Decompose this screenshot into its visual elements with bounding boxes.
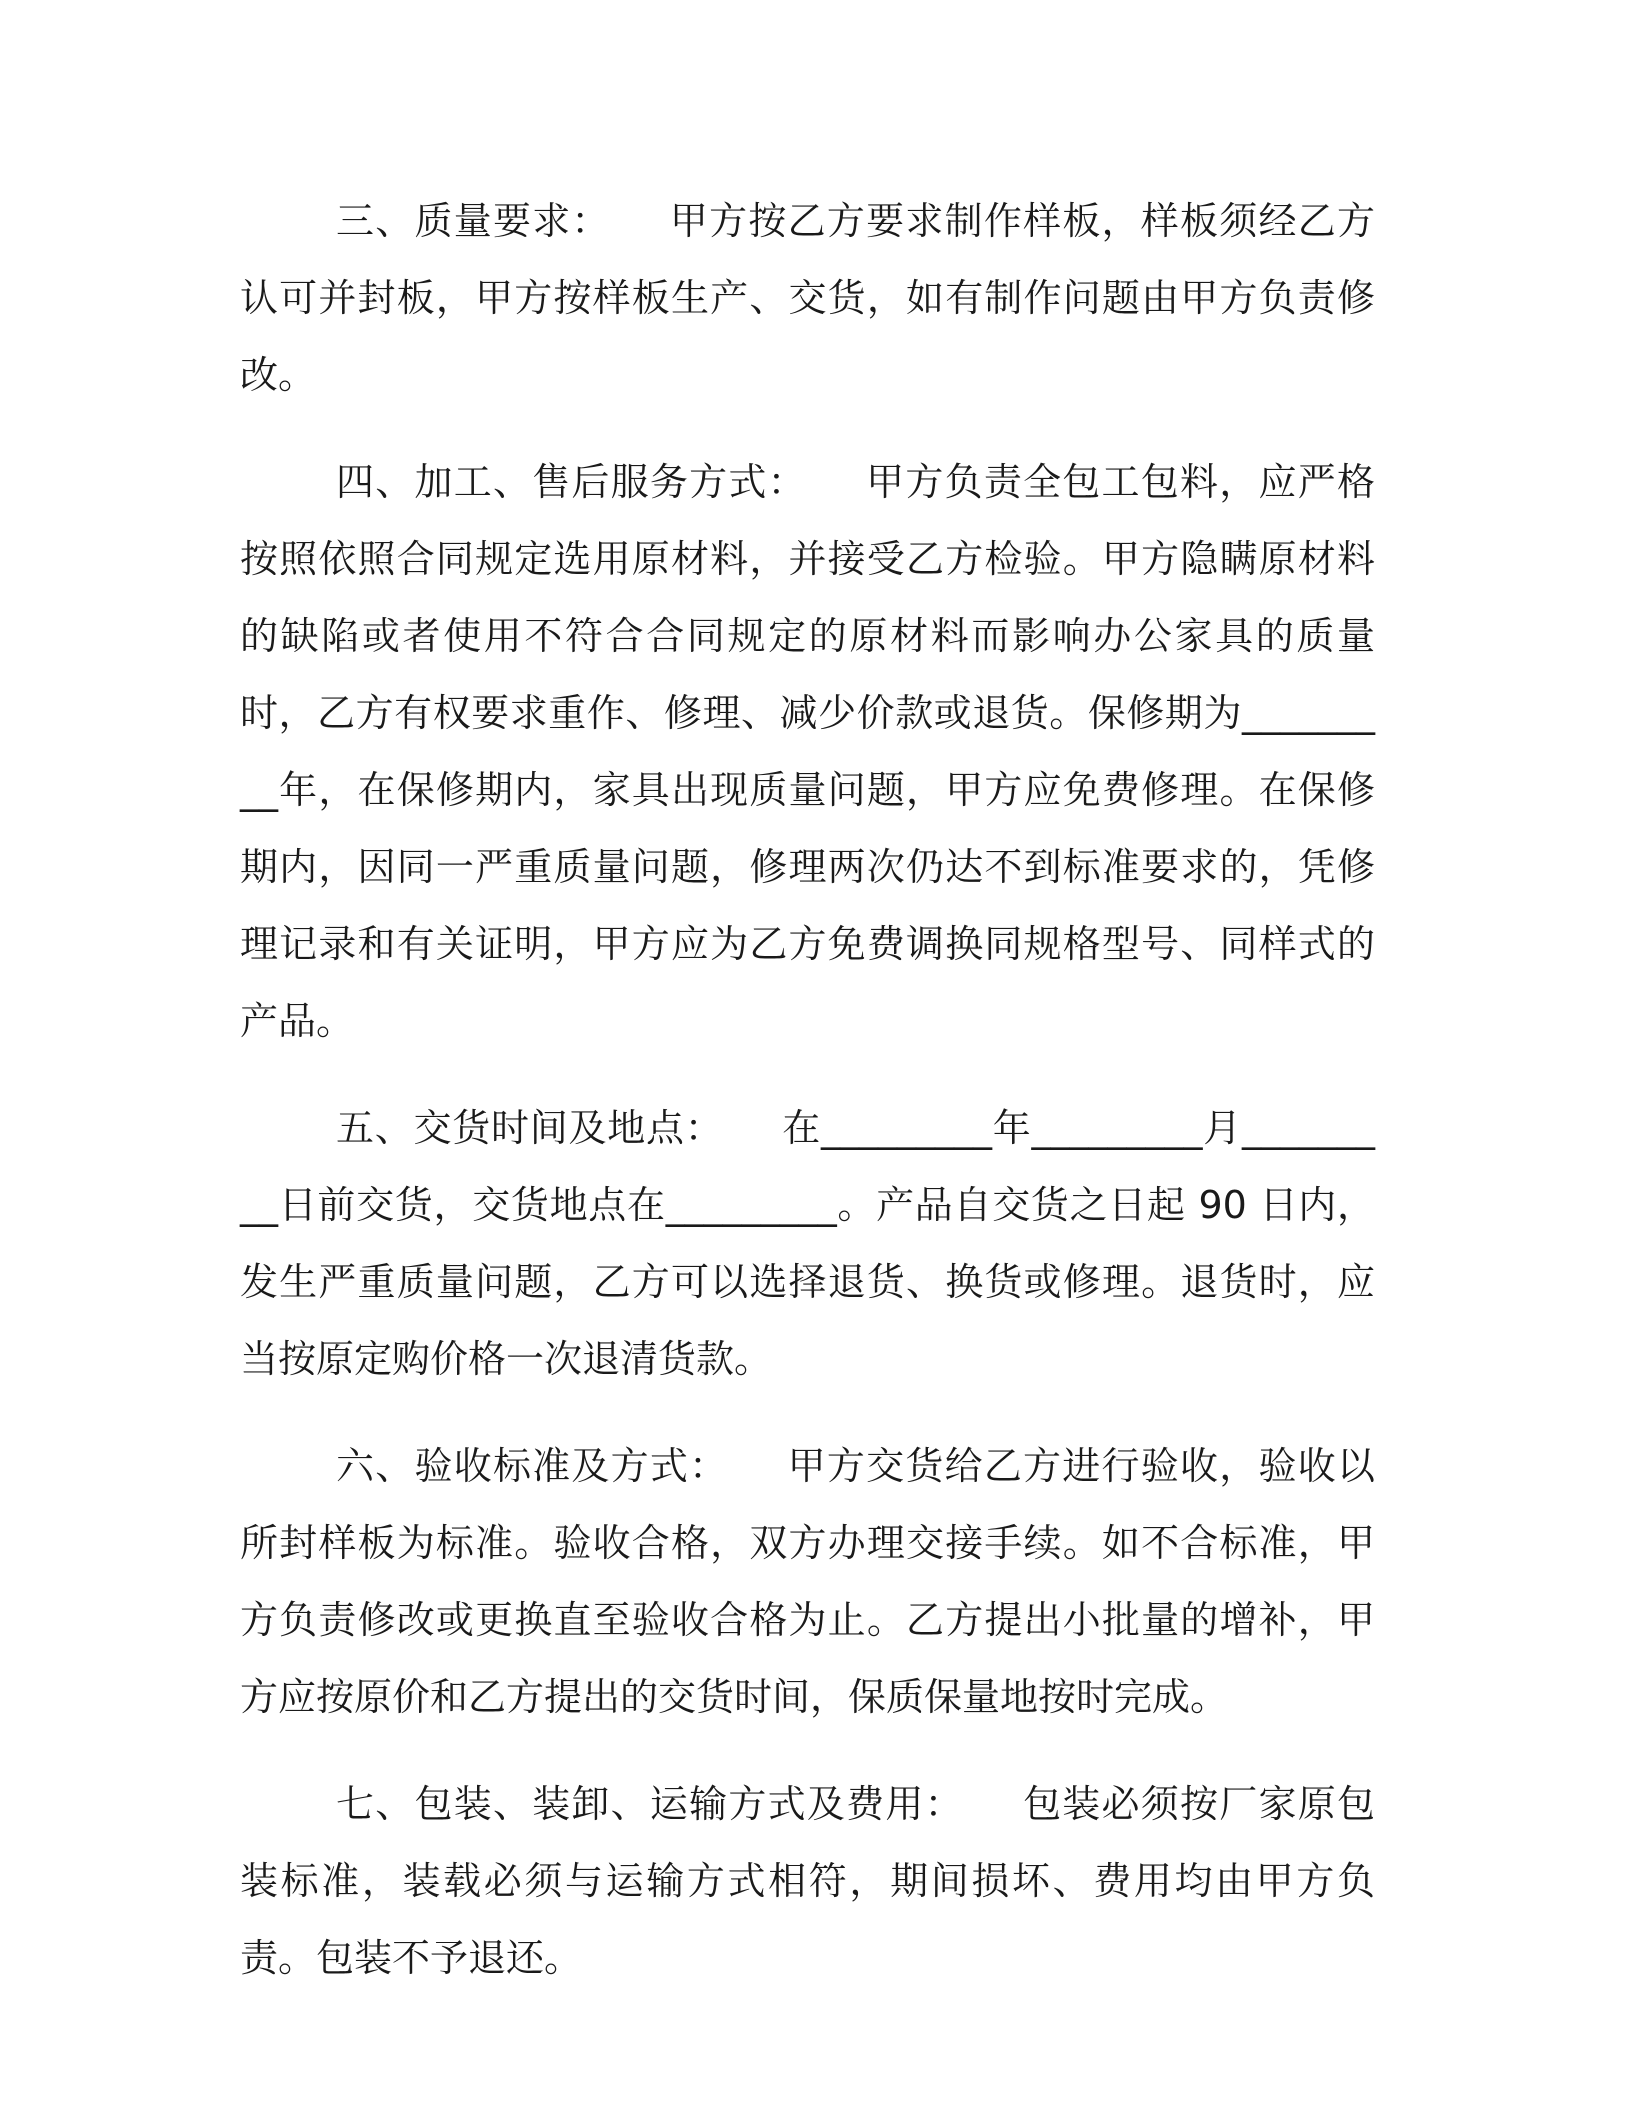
document-body (240, 183, 1375, 2027)
section-heading: 五、交货时间及地点： (336, 1106, 724, 1150)
section-heading: 六、验收标准及方式： (336, 1444, 729, 1488)
section-packaging-transport (240, 1766, 1375, 1997)
section-text: 包装必须按厂家原包装标准，装载必须与运输方式相符，期间损坏、费用均由甲方负责。包装不予退还。 (240, 1782, 1375, 1980)
section-text: 甲方交货给乙方进行验收，验收以所封样板为标准。验收合格，双方办理交接手续。如不合标准，甲方负责修改或更换直至验收合格为止。乙方提出小批量的增补，甲方应按原价和乙方提出的交货时间，保质保量地按时完成。 (240, 1444, 1375, 1719)
section-heading: 四、加工、售后服务方式： (336, 460, 807, 504)
section-text: 甲方负责全包工包料，应严格按照依照合同规定选用原材料，并接受乙方检验。甲方隐瞒原材料的缺陷或者使用不符合合同规定的原材料而影响办公家具的质量时，乙方有权要求重作、修理、减少价款或退货。保修期为_________年，在保修期内，家具出现质量问题，甲方应免费修理。在保修期内，因同一严重质量问题，修理两次仍达不到标准要求的，凭修理记录和有关证明，甲方应为乙方免费调换同规格型号、同样式的产品。 (240, 460, 1375, 1043)
section-processing-after-sales (240, 444, 1375, 1060)
section-text: 在_________年_________月_________日前交货，交货地点在_________。产品自交货之日起 90 日内，发生严重质量问题，乙方可以选择退货、换货或修理。退货时，应当按原定购价格一次退清货款。 (240, 1106, 1375, 1381)
section-acceptance-standards (240, 1428, 1375, 1736)
section-text: 甲方按乙方要求制作样板，样板须经乙方认可并封板，甲方按样板生产、交货，如有制作问题由甲方负责修改。 (240, 199, 1375, 397)
section-heading: 三、质量要求： (336, 199, 611, 243)
section-heading: 七、包装、装卸、运输方式及费用： (336, 1782, 964, 1826)
section-delivery-time-place (240, 1090, 1375, 1398)
section-quality-requirements (240, 183, 1375, 414)
